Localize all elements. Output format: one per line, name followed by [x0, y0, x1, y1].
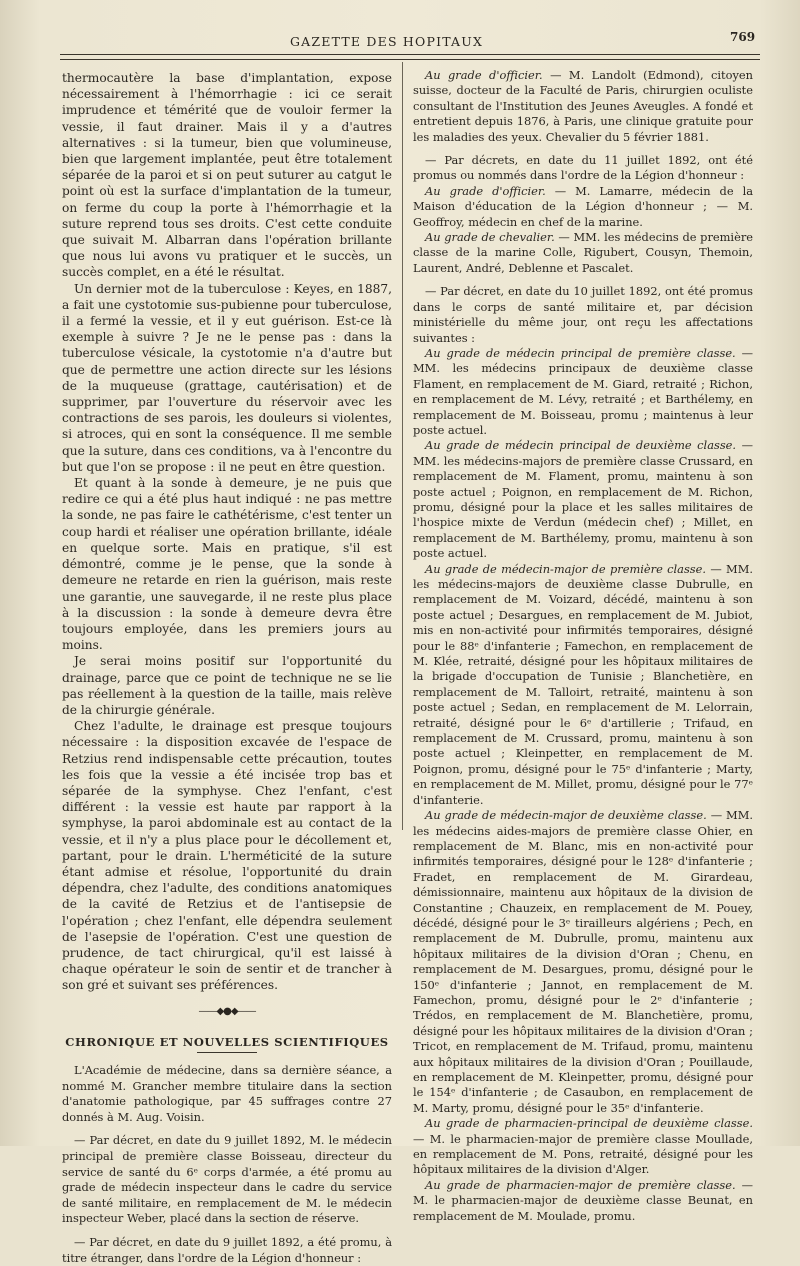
- article-paragraph: Chez l'adulte, le drainage est presque toujours nécessaire : la disposition excavée de l'espace de Retzius rend indispensable cette précaution, toutes les fois que la vessie a été incisée trop bas et séparée de la symphyse. Chez l'enfant, c'est différent : la vessie est haute par rapport à la symphyse, la paroi abdominale est au contact de la vessie, et il n'y a plus place pour le décollement et, partant, pour le drain. L'herméticité de la suture étant admise et résolue, l'opportunité du drain dépendra, chez l'adulte, des conditions anatomiques de la cavité de Retzius et de l'antisepsie de l'opération ; chez l'enfant, elle dépendra seulement de l'asepsie de l'opération. C'est une question de prudence, de tact chirurgical, qu'il est laissé à chaque opérateur le soin de sentir et de trancher à son gré et suivant ses préférences.: [62, 719, 392, 993]
- decree-grade-lead: Au grade d'officier.: [425, 68, 543, 82]
- decree-grade-lead: Au grade de pharmacien-principal de deuxième classe.: [425, 1116, 753, 1131]
- decree-entry: [413, 68, 753, 145]
- decree-text: — M. le pharmacien-major de première classe Moullade, en remplacement de M. Pons, retraité, désigné pour les hôpitaux militaires de la division d'Alger.: [413, 1131, 753, 1177]
- decree-grade-lead: Au grade de pharmacien-major de première classe.: [425, 1177, 736, 1192]
- header-rule: [60, 54, 760, 55]
- article-paragraph: Et quant à la sonde à demeure, je ne puis que redire ce qui a été plus haut indiqué : ne pas mettre la sonde, ne pas faire le cathétérisme, c'est tenter un coup hardi et réaliser une opération brillante, idéale en quelque sorte. Mais en pratique, s'il est démontré, comme je le pense, que la sonde à demeure ne retarde en rien la guérison, mais reste une garantie, une sauvegarde, il ne reste plus place à la discussion : la sonde à demeure devra être toujours employée, dans les premiers jours au moins.: [62, 476, 392, 653]
- news-item: — Par décret, en date du 9 juillet 1892, M. le médecin principal de première classe Boisseau, directeur du service de santé du 6ᵉ corps d'armée, a été promu au grade de médecin inspecteur dans le cadre du service de santé militaire, en remplacement de M. le médecin inspecteur Weber, placé dans la section de réserve.: [62, 1133, 392, 1226]
- decree-text: — M. Lamarre, médecin de la Maison d'éducation de la Légion d'honneur ; — M. Geoffroy, médecin en chef de la marine.: [413, 183, 753, 229]
- decree-grade-lead: Au grade de chevalier.: [425, 230, 555, 245]
- news-block: [62, 1063, 392, 1266]
- running-head: [0, 30, 800, 50]
- article-paragraph: Un dernier mot de la tuberculose : Keyes, en 1887, a fait une cystotomie sus-pubienne pour tuberculose, il a fermé la vessie, et il y eut guérison. Est-ce là exemple à suivre ? Je ne le pense pas : dans la tuberculose vésicale, la cystotomie n'a d'autre but que de permettre une action directe sur les lésions de la muqueuse (grattage, cautérisation) et de supprimer, par l'ouverture du réservoir avec les contractions de ses parois, les douleurs si violentes, si atroces, qui en sont la conséquence. Il me semble que la suture, dans ces conditions, va à l'encontre du but que l'on se propose : il ne peut en être question.: [62, 281, 392, 474]
- decree-text: — MM. les médecins-majors de première classe Crussard, en remplacement de M. Flament, promu, maintenu à son poste actuel ; Poignon, en remplacement de M. Richon, promu, désigné pour la place et les salles militaires de l'hospice mixte de Verdun (médecin chef) ; Millet, en remplacement de M. Barthélemy, promu, maintenu à son poste actuel.: [413, 438, 754, 561]
- decree-text: — MM. les médecins de première classe de la marine Colle, Rigubert, Cousyn, Themoin, Laurent, André, Deblenne et Pascalet.: [413, 230, 754, 275]
- page-number: 769: [730, 30, 756, 44]
- left-column: [62, 70, 392, 1266]
- article-paragraph: Je serai moins positif sur l'opportunité du drainage, parce que ce point de technique ne se lie pas réellement à la question de la taille, mais relève de la chirurgie générale.: [62, 654, 392, 717]
- section-heading: CHRONIQUE ET NOUVELLES SCIENTIFIQUES: [65, 1034, 389, 1049]
- decree-grade-lead: Au grade de médecin-major de deuxième classe.: [425, 808, 707, 823]
- decree-grade-lead: Au grade d'officier.: [425, 183, 546, 198]
- heading-rule: [197, 1052, 257, 1053]
- decree-entry: [413, 346, 753, 438]
- decree-text: — M. le pharmacien-major de deuxième classe Beunat, en remplacement de M. Moulade, promu.: [413, 1177, 753, 1223]
- right-column: [413, 68, 753, 1224]
- decree-text: — Par décrets, en date du 11 juillet 1892, ont été promus ou nommés dans l'ordre de la Légion d'honneur :: [413, 153, 753, 183]
- decree-grade-lead: Au grade de médecin principal de première classe.: [425, 345, 736, 360]
- column-divider: [402, 62, 403, 830]
- news-item: — Par décret, en date du 9 juillet 1892, a été promu, à titre étranger, dans l'ordre de la Légion d'honneur :: [62, 1234, 392, 1265]
- decree-entry: [413, 438, 753, 561]
- decree-text: — MM. les médecins-majors de deuxième classe Dubrulle, en remplacement de M. Voizard, décédé, maintenu à son poste actuel ; Desargues, en remplacement de M. Jubiot, mis en non-activité pour infirmités temporaires, désigné pour le 88ᵉ d'infanterie ; Famechon, en remplacement de M. Klée, retraité, désigné pour les hôpitaux militaires de la brigade d'occupation de Tunisie ; Blanchetière, en remplacement de M. Talloirt, retraité, maintenu à son poste actuel ; Sedan, en remplacement de M. Lelorrain, retraité, désigné pour le 6ᵉ d'artillerie ; Trifaud, en remplacement de M. Crussard, promu, maintenu à son poste actuel ; Kleinpetter, en remplacement de M. Poignon, promu, désigné pour le 75ᵉ d'infanterie ; Marty, en remplacement de M. Millet, promu, désigné pour le 77ᵉ d'infanterie.: [413, 561, 753, 807]
- decree-grade-lead: Au grade de médecin-major de première classe.: [425, 561, 707, 576]
- news-item: L'Académie de médecine, dans sa dernière séance, a nommé M. Grancher membre titulaire dans la section d'anatomie pathologique, par 45 suffrages contre 27 donnés à M. Aug. Voisin.: [62, 1062, 392, 1124]
- publication-title: GAZETTE DES HOPITAUX: [290, 34, 484, 49]
- header-rule-thin: [60, 59, 760, 60]
- decree-entry: [413, 230, 753, 276]
- decree-grade-lead: Au grade de médecin principal de deuxième classe.: [425, 438, 737, 453]
- decree-text: — Par décret, en date du 10 juillet 1892, ont été promus dans le corps de santé militaire et, par décision ministérielle du même jour, ont reçu les affectations suivantes :: [413, 284, 753, 345]
- decree-entry: [413, 284, 753, 346]
- decree-entry: [413, 1116, 753, 1178]
- decree-entry: [413, 808, 753, 1116]
- decree-text: — M. Landolt (Edmond), citoyen suisse, docteur de la Faculté de Paris, chirurgien oculiste consultant de l'Institution des Jeunes Aveugles. A fondé et entretient depuis 1876, à Paris, une clinique gratuite pour les maladies des yeux. Chevalier du 5 février 1881.: [413, 68, 753, 144]
- decree-entry: [413, 562, 753, 809]
- decree-text: — MM. les médecins principaux de deuxième classe Flament, en remplacement de M. Giard, retraité ; Richon, en remplacement de M. Lévy, retraité ; et Barthélemy, en remplacement de M. Boisseau, promu ; maintenus à leur poste actuel.: [413, 345, 753, 437]
- decree-entry: [413, 153, 753, 184]
- article-paragraph: thermocautère la base d'implantation, expose nécessairement à l'hémorrhagie : ici ce serait imprudence et témérité que de vouloir fermer la vessie, il faut drainer. Mais il y a d'autres alternatives : si la tumeur, bien que volumineuse, bien que largement implantée, peut être totalement séparée de la paroi et si on peut suturer au catgut le point où est la surface d'implantation de la tumeur, on ferme du coup la porte à l'hémorrhagie et la suture reprend tous ses droits. C'est cette conduite que suivait M. Albarran dans l'opération brillante que nous lui avons vu pratiquer et le succès, un succès complet, en a été le résultat.: [62, 71, 392, 280]
- decree-text: — MM. les médecins aides-majors de première classe Ohier, en remplacement de M. Blanc, mis en non-activité pour infirmités temporaires, désigné pour le 128ᵉ d'infanterie ; Fradet, en remplacement de M. Girardeau, démissionnaire, maintenu aux hôpitaux de la division de Constantine ; Chauzeix, en remplacement de M. Pouey, décédé, désigné pour le 3ᵉ tirailleurs algériens ; Pech, en remplacement de M. Dubrulle, promu, maintenu aux hôpitaux militaires de la division d'Oran ; Chenu, en remplacement de M. Desargues, promu, désigné pour le 150ᵉ d'infanterie ; Jannot, en remplacement de M. Famechon, promu, désigné pour le 2ᵉ d'infanterie ; Trédos, en remplacement de M. Blanchetière, promu, désigné pour les hôpitaux militaires de la division d'Oran ; Tricot, en remplacement de M. Trifaud, promu, maintenu aux hôpitaux militaires de la division d'Oran ; Pouillaude, en remplacement de M. Kleinpetter, promu, désigné pour le 154ᵉ d'infanterie ; de Casaubon, en remplacement de M. Marty, promu, désigné pour le 35ᵉ d'infanterie.: [413, 808, 753, 1115]
- section-ornament: ——◆●◆——: [198, 1005, 256, 1017]
- decree-entry: [413, 1178, 753, 1224]
- decree-entry: [413, 184, 753, 230]
